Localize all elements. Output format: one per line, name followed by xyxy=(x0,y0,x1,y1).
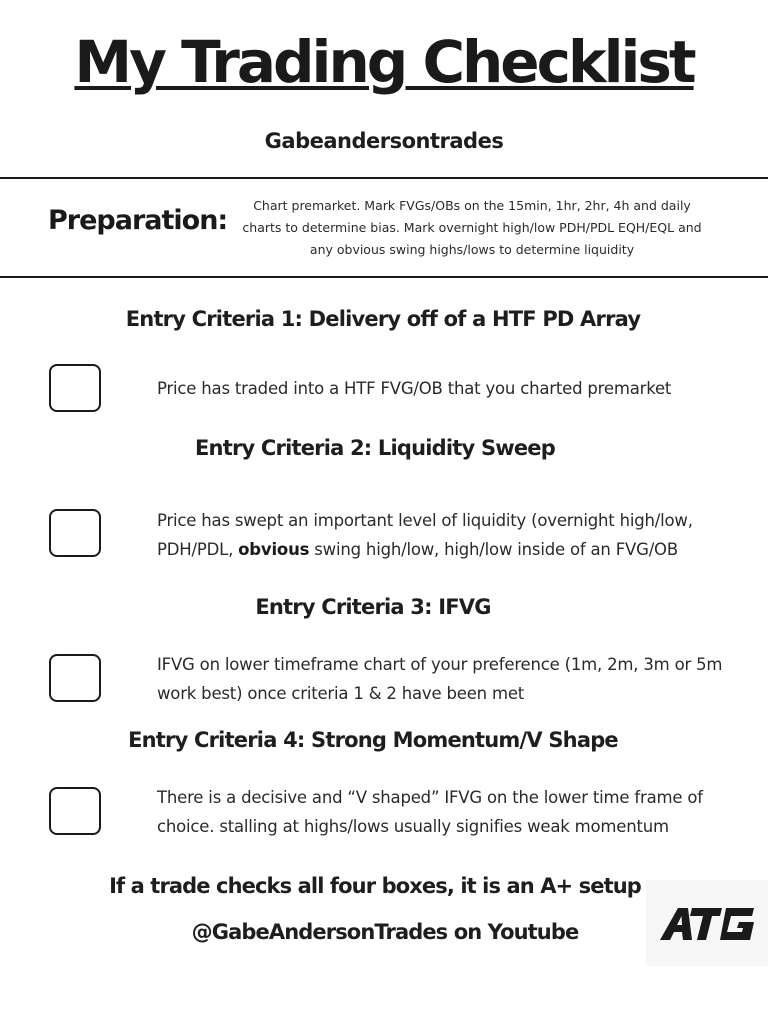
footer-summary: If a trade checks all four boxes, it is an A+ setup xyxy=(109,874,641,898)
author-subtitle: Gabeandersontrades xyxy=(264,129,504,153)
criteria-1-checkbox[interactable] xyxy=(49,364,101,412)
criteria-1-heading: Entry Criteria 1: Delivery off of a HTF PD Array xyxy=(125,307,641,331)
criteria-3-text: IFVG on lower timeframe chart of your preference (1m, 2m, 3m or 5m work best) once criteria 1 & 2 have been met xyxy=(157,655,723,703)
criteria-4-text: There is a decisive and “V shaped” IFVG on the lower time frame of choice. stalling at highs/lows usually signifies weak momentum xyxy=(157,788,703,836)
criteria-2-text-end: swing high/low, high/low inside of an FVG/OB xyxy=(309,540,678,559)
criteria-4-checkbox[interactable] xyxy=(49,787,101,835)
criteria-2-text-bold: obvious xyxy=(238,540,310,559)
atg-logo xyxy=(646,880,768,966)
preparation-label: Preparation: xyxy=(48,205,228,236)
criteria-2-text xyxy=(157,506,737,564)
footer-youtube-handle: @GabeAndersonTrades on Youtube xyxy=(191,920,579,944)
criteria-4-heading: Entry Criteria 4: Strong Momentum/V Shape xyxy=(128,728,618,752)
criteria-2-heading: Entry Criteria 2: Liquidity Sweep xyxy=(195,436,555,460)
criteria-3-heading: Entry Criteria 3: IFVG xyxy=(255,595,491,619)
atg-logo-mark xyxy=(660,904,756,944)
divider-top xyxy=(0,177,768,179)
preparation-text: Chart premarket. Mark FVGs/OBs on the 15min, 1hr, 2hr, 4h and daily charts to determine bias. Mark overnight high/low PDH/PDL EQH/EQL and any obvious swing highs/lows to determine liquidity xyxy=(242,198,702,257)
page-title: My Trading Checklist xyxy=(74,28,694,96)
criteria-2-checkbox[interactable] xyxy=(49,509,101,557)
criteria-2-text-start: Price has swept an important level of liquidity (overnight high/low, PDH/PDL, xyxy=(157,511,693,559)
divider-bottom xyxy=(0,276,768,278)
criteria-1-text: Price has traded into a HTF FVG/OB that you charted premarket xyxy=(157,379,672,398)
criteria-3-checkbox[interactable] xyxy=(49,654,101,702)
